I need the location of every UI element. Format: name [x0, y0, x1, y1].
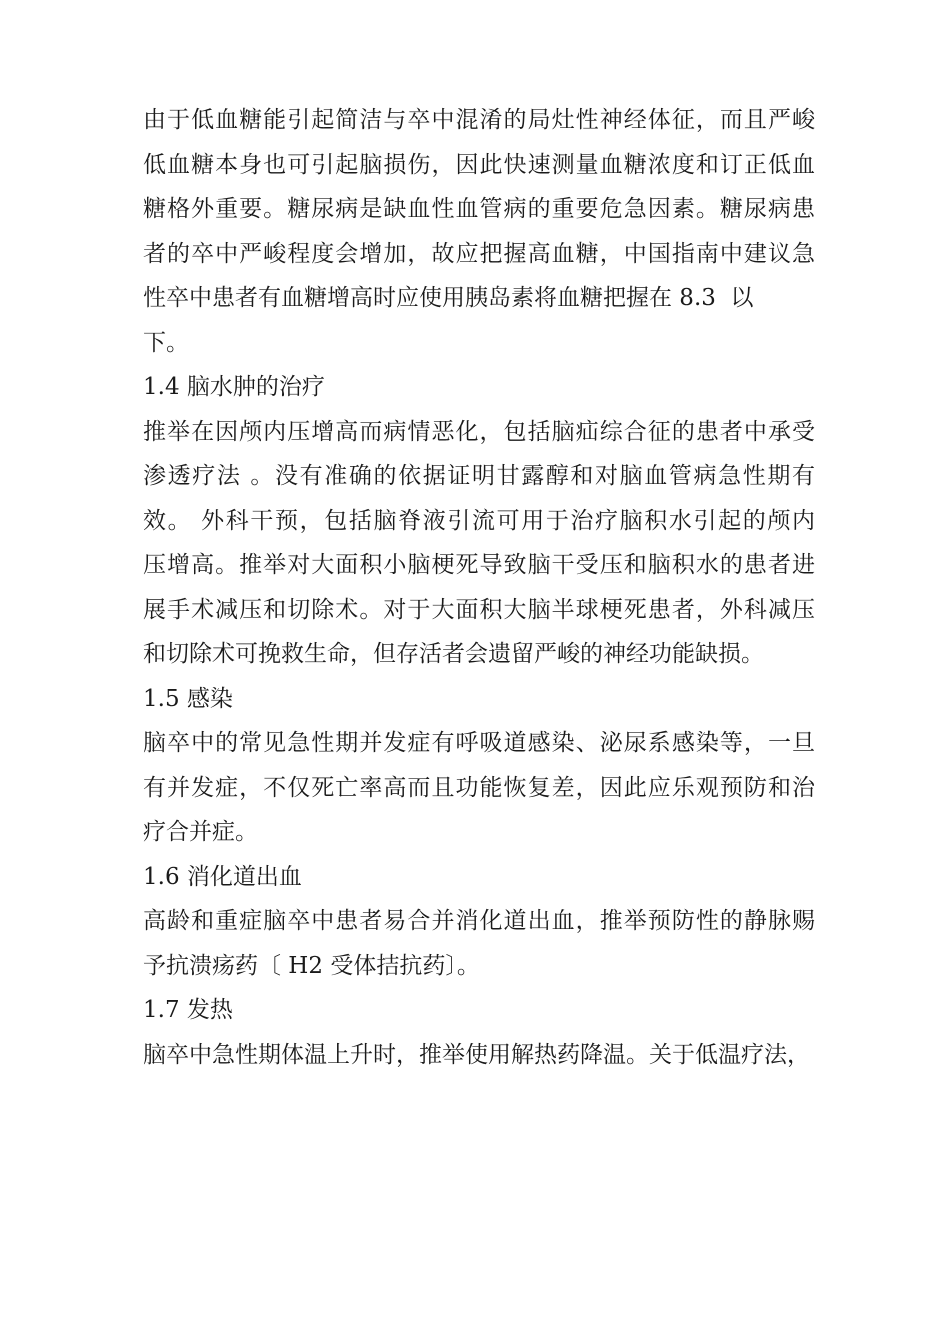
- paragraph-line: 由于低血糖能引起简洁与卒中混淆的局灶性神经体征，而且严峻: [143, 107, 815, 133]
- paragraph-line: 有并发症，不仅死亡率高而且功能恢复差，因此应乐观预防和治: [143, 774, 815, 801]
- paragraph-fever: [143, 1033, 815, 1078]
- paragraph-line: 者的卒中严峻程度会增加，故应把握高血糖，中国指南中建议急: [143, 240, 815, 267]
- section-heading-gi-bleeding: 1.6 消化道出血: [143, 863, 302, 890]
- paragraph-line: 渗透疗法 。没有准确的依据证明甘露醇和对脑血管病急性期有: [143, 463, 815, 489]
- paragraph-infection: [143, 721, 815, 855]
- paragraph-line: 和切除术可挽救生命，但存活者会遗留严峻的神经功能缺损。: [143, 641, 764, 667]
- paragraph-line: 脑卒中的常见急性期并发症有呼吸道感染、泌尿系感染等，一旦: [143, 730, 815, 756]
- paragraph-line: 糖格外重要。糖尿病是缺血性血管病的重要危急因素。糖尿病患: [143, 196, 815, 222]
- paragraph-line: 压增高。推举对大面积小脑梗死导致脑干受压和脑积水的患者进: [143, 552, 815, 578]
- document-body: [143, 98, 815, 1077]
- paragraph-line: 予抗溃疡药〔 H2 受体拮抗药〕。: [143, 952, 480, 979]
- paragraph-line: 下。: [143, 329, 189, 356]
- paragraph-line: 性卒中患者有血糖增高时应使用胰岛素将血糖把握在 8.3 以: [143, 285, 754, 311]
- paragraph-line: 高龄和重症脑卒中患者易合并消化道出血，推举预防性的静脉赐: [143, 908, 815, 934]
- section-heading-cerebral-edema: 1.4 脑水肿的治疗: [143, 374, 325, 400]
- paragraph-line: 展手术减压和切除术。对于大面积大脑半球梗死患者，外科减压: [143, 596, 815, 623]
- paragraph-line: 效。 外科干预，包括脑脊液引流可用于治疗脑积水引起的颅内: [143, 507, 815, 534]
- paragraph-line: 推举在因颅内压增高而病情恶化，包括脑疝综合征的患者中承受: [143, 418, 815, 445]
- paragraph-line: 低血糖本身也可引起脑损伤，因此快速测量血糖浓度和订正低血: [143, 151, 815, 178]
- paragraph-line: 脑卒中急性期体温上升时，推举使用解热药降温。关于低温疗法，: [143, 1041, 810, 1068]
- section-heading-fever: 1.7 发热: [143, 997, 233, 1023]
- paragraph-gi-bleeding: [143, 899, 815, 988]
- section-heading-infection: 1.5 感染: [143, 685, 233, 712]
- paragraph-hypoglycemia: [143, 98, 815, 365]
- paragraph-line: 疗合并症。: [143, 819, 258, 845]
- paragraph-cerebral-edema: [143, 410, 815, 677]
